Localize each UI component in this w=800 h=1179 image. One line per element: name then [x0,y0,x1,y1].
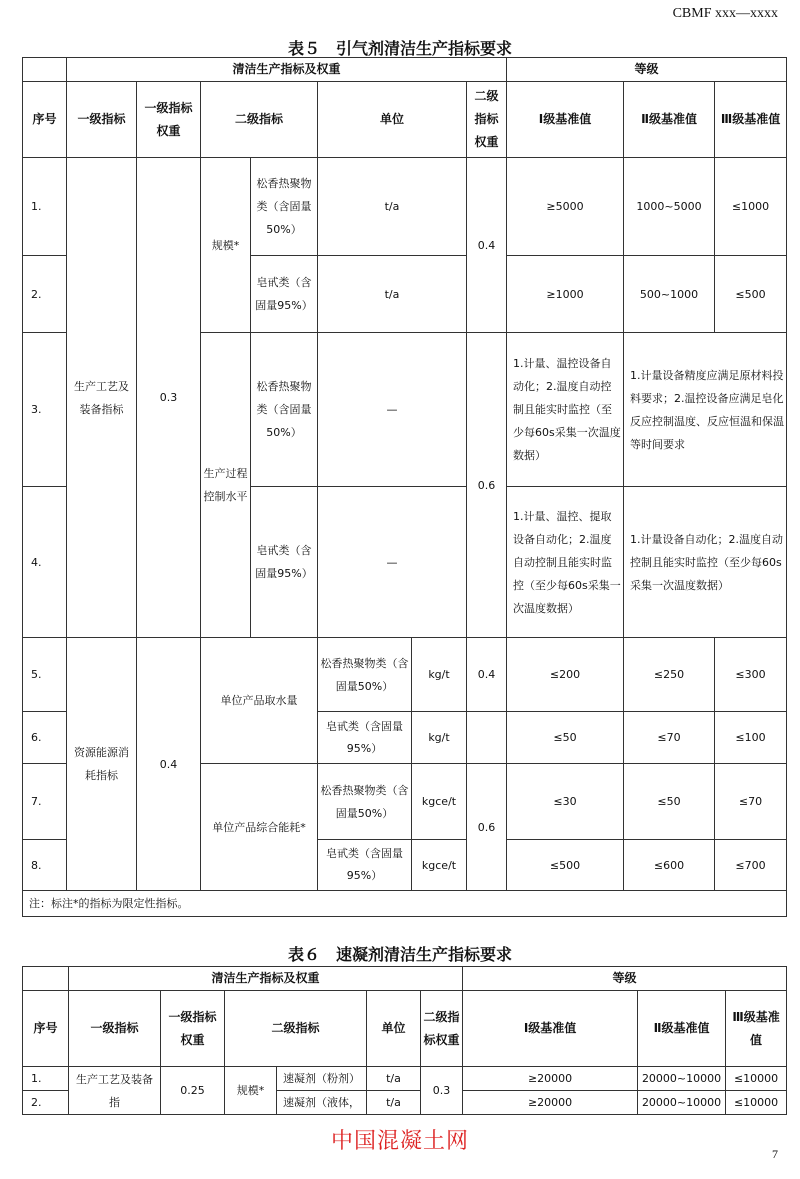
header-level2-weight: 二级指标权重 [421,991,463,1067]
header-grade: 等级 [507,58,787,82]
grade23-value: 1.计量设备自动化；2.温度自动控制且能实时监控（至少每60s采集一次温度数据） [624,487,787,638]
grade2-value: 1000~5000 [624,158,715,256]
header-grade1: Ⅰ级基准值 [463,991,638,1067]
header-grade: 等级 [463,967,787,991]
row-number: 5. [23,638,67,712]
product-type: 皂甙类（含固量95%） [318,712,412,764]
product-type: 松香热聚物类（含固量50%） [318,764,412,840]
grade2-value: 20000~10000 [638,1067,726,1091]
level1-indicator: 生产工艺及装备指 [69,1067,161,1115]
grade1-value: ≥20000 [463,1091,638,1115]
product-type: 松香热聚物类（含固量50%） [251,158,318,256]
unit-cell: kgce/t [412,840,467,891]
product-type: 皂甙类（含固量95%） [251,487,318,638]
grade3-value: ≤300 [715,638,787,712]
header-grade2: Ⅱ级基准值 [624,82,715,158]
header-grade2: Ⅱ级基准值 [638,991,726,1067]
level2-scale: 规模* [225,1067,277,1115]
unit-cell: t/a [367,1091,421,1115]
row-number: 7. [23,764,67,840]
grade3-value: ≤500 [715,256,787,333]
product-type: 皂甙类（含固量95%） [318,840,412,891]
level2-process-control: 生产过程控制水平 [201,333,251,638]
header-level1-weight: 一级指标权重 [161,991,225,1067]
product-type: 皂甙类（含固量95%） [251,256,318,333]
grade1-value: ≤50 [507,712,624,764]
header-grade3: Ⅲ级基准值 [726,991,787,1067]
grade1-value: ≥20000 [463,1067,638,1091]
unit-cell: t/a [367,1067,421,1091]
grade2-value: ≤600 [624,840,715,891]
unit-cell: — [318,487,467,638]
row-number: 8. [23,840,67,891]
level2-weight: 0.4 [467,638,507,712]
header-unit: 单位 [318,82,467,158]
watermark: 中国混凝土网 [330,1129,469,1154]
level2-weight: 0.6 [467,333,507,638]
unit-cell: kg/t [412,638,467,712]
level2-weight: 0.6 [467,764,507,891]
row-number: 1. [23,158,67,256]
header-group: 清洁生产指标及权重 [67,58,507,82]
grade1-value: ≤500 [507,840,624,891]
level1-weight: 0.4 [137,638,201,891]
row-number: 3. [23,333,67,487]
header-seq: 序号 [23,991,69,1067]
header-level2: 二级指标 [225,991,367,1067]
row-number: 6. [23,712,67,764]
grade23-value: 1.计量设备精度应满足原材料投料要求；2.温控设备应满足皂化反应控制温度、反应恒温和保温等时间要求 [624,333,787,487]
level2-water: 单位产品取水量 [201,638,318,764]
row-number: 2. [23,1091,69,1115]
level2-energy: 单位产品综合能耗* [201,764,318,891]
grade1-value: ≥1000 [507,256,624,333]
header-grade3: Ⅲ级基准值 [715,82,787,158]
level2-weight: 0.4 [467,158,507,333]
table5 [22,57,787,917]
header-group: 清洁生产指标及权重 [69,967,463,991]
header-level1: 一级指标 [69,991,161,1067]
product-type: 松香热聚物类（含固量50%） [251,333,318,487]
grade3-value: ≤100 [715,712,787,764]
header-seq: 序号 [23,82,67,158]
header-level1-weight: 一级指标权重 [137,82,201,158]
grade2-value: ≤70 [624,712,715,764]
header-grade1: Ⅰ级基准值 [507,82,624,158]
grade1-value: ≤200 [507,638,624,712]
header-level2: 二级指标 [201,82,318,158]
header-level2-weight: 二级指标权重 [467,82,507,158]
unit-cell: t/a [318,158,467,256]
row-number: 2. [23,256,67,333]
unit-cell: — [318,333,467,487]
grade3-value: ≤70 [715,764,787,840]
grade2-value: ≤50 [624,764,715,840]
table6-title: 表６ 速凝剂清洁生产指标要求 [287,945,512,964]
grade1-value: 1.计量、温控、提取设备自动化；2.温度自动控制且能实时监控（至少每60s采集一次温度数据） [507,487,624,638]
level1-weight: 0.3 [137,158,201,638]
grade3-value: ≤10000 [726,1091,787,1115]
row-number: 1. [23,1067,69,1091]
level2-scale: 规模* [201,158,251,333]
row-number: 4. [23,487,67,638]
unit-cell: kgce/t [412,764,467,840]
header-level1: 一级指标 [67,82,137,158]
grade3-value: ≤1000 [715,158,787,256]
unit-cell: t/a [318,256,467,333]
standard-code: CBMF xxx—xxxx [672,6,778,21]
level1-indicator: 资源能源消耗指标 [67,638,137,891]
level2-weight: 0.3 [421,1067,463,1115]
level1-indicator: 生产工艺及装备指标 [67,158,137,638]
product-type: 松香热聚物类（含固量50%） [318,638,412,712]
product-type: 速凝剂（粉剂） [277,1067,367,1091]
page-number: 7 [772,1147,778,1161]
grade1-value: ≤30 [507,764,624,840]
grade2-value: 500~1000 [624,256,715,333]
table5-note: 注：标注*的指标为限定性指标。 [23,891,787,917]
level1-weight: 0.25 [161,1067,225,1115]
grade3-value: ≤700 [715,840,787,891]
grade2-value: ≤250 [624,638,715,712]
product-type: 速凝剂（液体， [277,1091,367,1115]
grade3-value: ≤10000 [726,1067,787,1091]
grade2-value: 20000~10000 [638,1091,726,1115]
header-unit: 单位 [367,991,421,1067]
table6 [22,966,787,1115]
table5-title: 表５ 引气剂清洁生产指标要求 [287,39,512,58]
grade1-value: 1.计量、温控设备自动化；2.温度自动控制且能实时监控（至少每60s采集一次温度数据） [507,333,624,487]
unit-cell: kg/t [412,712,467,764]
grade1-value: ≥5000 [507,158,624,256]
